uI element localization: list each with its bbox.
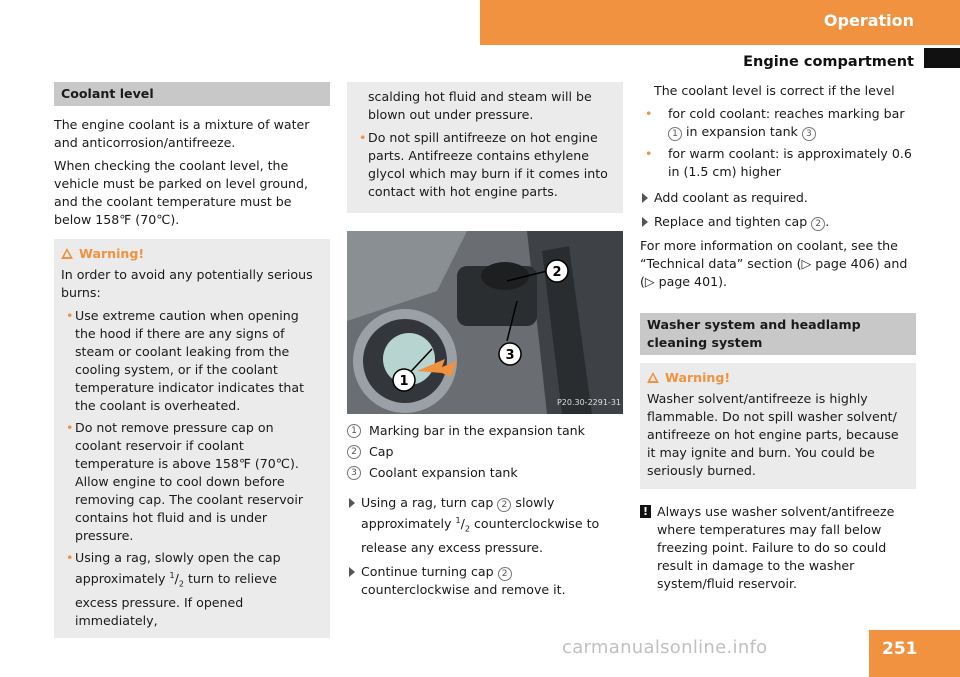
photo-caption: P20.30-2291-31 <box>556 398 621 407</box>
callout-3-label: 3 <box>505 348 515 363</box>
legend-item: 2 Cap <box>347 443 623 461</box>
legend <box>347 422 623 482</box>
washer-heading: Washer system and headlamp cleaning system <box>640 313 916 355</box>
subsection-title: Engine compartment <box>743 54 914 70</box>
warning-box <box>54 239 330 638</box>
bullet-item: • Do not remove pressure cap on coolant reservoir if coolant temperature is above 158℉ (70℃). Allow engine to cool down before removing cap. The coolant reservoir contains hot fluid and is under pressure. <box>61 419 323 545</box>
page-number-tab <box>869 630 960 677</box>
column-2 <box>347 82 623 605</box>
engine-illustration <box>347 231 623 414</box>
warning-text: Washer solvent/antifreeze is highly flammable. Do not spill washer solvent/ antifreeze on hot engine parts, because it may ignite and burn. You could be seriously burned. <box>647 391 899 478</box>
bullet-item: • Using a rag, slowly open the cap approximately $^1/_2$ turn to relieve excess pressure. If opened immediately, <box>61 549 323 630</box>
bullet-item: • Do not spill antifreeze on hot engine parts. Antifreeze contains ethylene glycol which may burn if it comes into contact with hot engine parts. <box>354 129 616 201</box>
page-number: 251 <box>882 639 918 659</box>
notice-text: Always use washer solvent/antifreeze where temperatures may fall below freezing point. Failure to do so could result in damage to the washer system/fluid reservoir. <box>657 504 895 591</box>
bullet-item: • Use extreme caution when opening the hood if there are any signs of steam or coolant leaking from the cooling system, or if the coolant temperature indicator indicates that the coolant is overheated. <box>61 307 323 415</box>
column-1 <box>54 82 330 638</box>
watermark: carmanualsonline.info <box>562 637 768 658</box>
legend-item: 1 Marking bar in the expansion tank <box>347 422 623 440</box>
column-3 <box>640 82 916 593</box>
section-title: Operation <box>823 11 914 30</box>
coolant-level-heading: Coolant level <box>54 82 330 106</box>
step-item: Replace and tighten cap 2 . <box>640 213 916 231</box>
warning-title: Warning! <box>647 369 909 387</box>
warning-continued: scalding hot fluid and steam will be blown out under pressure. <box>368 89 592 122</box>
header-tab <box>480 0 960 45</box>
step-item: Continue turning cap 2 counterclockwise and remove it. <box>347 563 623 599</box>
warning-box <box>640 363 916 489</box>
warning-intro: In order to avoid any potentially serious burns: <box>61 267 313 300</box>
steps <box>640 189 916 231</box>
warning-title: Warning! <box>61 245 323 263</box>
paragraph: For more information on coolant, see the “Technical data” section (▷ page 406) and (▷ page 401). <box>640 238 908 289</box>
notice <box>640 503 916 593</box>
bullet-item: • for warm coolant: is approximately 0.6 in (1.5 cm) higher <box>640 145 916 181</box>
paragraph: The engine coolant is a mixture of water and anticorrosion/antifreeze. <box>54 117 310 150</box>
notice-icon: ! <box>640 505 651 518</box>
paragraph: When checking the coolant level, the vehicle must be parked on level ground, and the coolant temperature must be below 158℉ (70℃). <box>54 158 309 227</box>
header-block <box>924 48 960 68</box>
warning-triangle-icon <box>61 248 73 259</box>
paragraph: The coolant level is correct if the level <box>654 83 895 98</box>
steps <box>347 494 623 599</box>
warning-box-continued <box>347 82 623 213</box>
step-item: Using a rag, turn cap 2 slowly approximately $^1/_2$ counterclockwise to release any excess pressure. <box>347 494 623 557</box>
callout-2-label: 2 <box>552 265 562 280</box>
warning-triangle-icon <box>647 372 659 383</box>
bullet-item: • for cold coolant: reaches marking bar 1 in expansion tank 3 <box>640 105 916 141</box>
callout-1-label: 1 <box>399 374 409 389</box>
legend-item: 3 Coolant expansion tank <box>347 464 623 482</box>
step-item: Add coolant as required. <box>640 189 916 207</box>
engine-photo <box>347 231 623 414</box>
